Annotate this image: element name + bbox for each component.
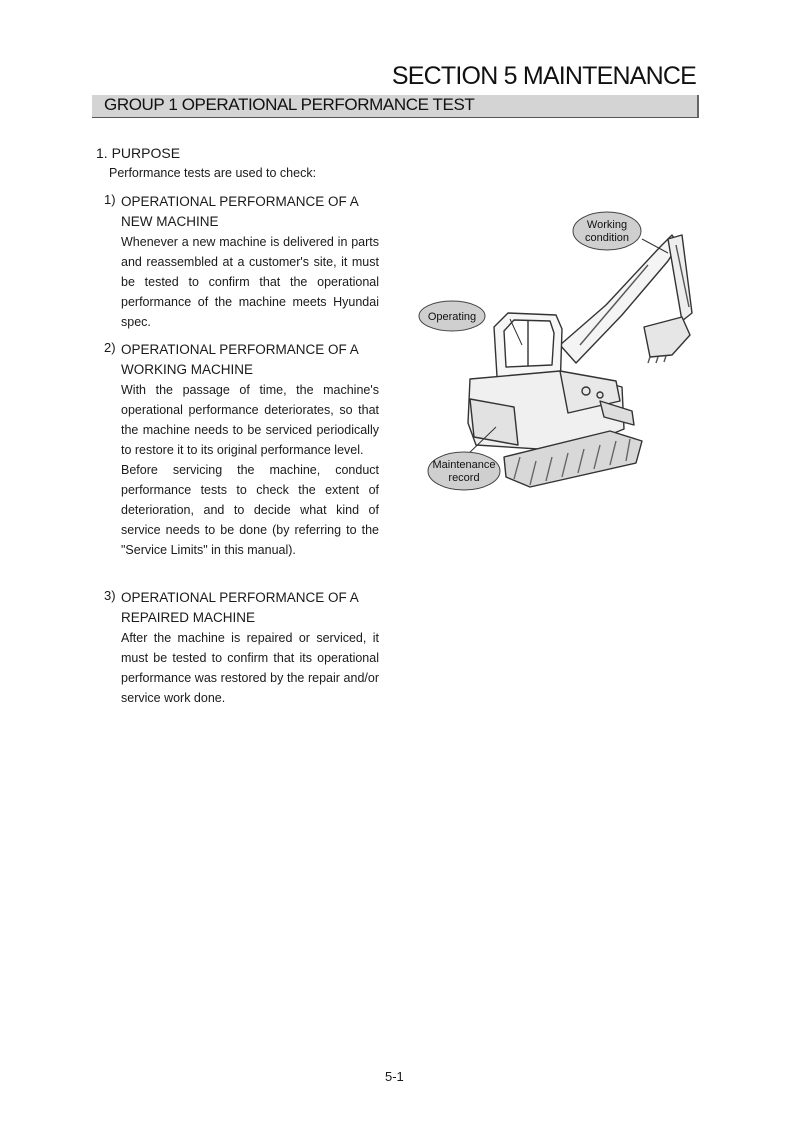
- arm: [668, 235, 692, 321]
- callout-working-text-1: Working: [586, 219, 628, 231]
- item-heading: OPERATIONAL PERFORMANCE OF A WORKING MACHINE: [121, 342, 359, 377]
- item-new-machine: [104, 192, 379, 332]
- bucket: [644, 317, 690, 357]
- purpose-intro: Performance tests are used to check:: [109, 166, 317, 180]
- cab-window: [504, 320, 554, 367]
- item-paragraph: With the passage of time, the machine's operational performance deteriorates, so that the machine needs to be serviced periodically to restore it to its original performance level.: [121, 383, 379, 457]
- purpose-heading: 1. PURPOSE: [96, 145, 181, 161]
- boom-cylinder: [580, 265, 648, 345]
- callout-working-text-2: condition: [584, 232, 630, 244]
- excavator-illustration: [410, 195, 700, 505]
- group-header-bar: [92, 95, 699, 118]
- callout-maintenance-text-1: Maintenance: [432, 459, 496, 471]
- group-title: GROUP 1 OPERATIONAL PERFORMANCE TEST: [104, 95, 475, 114]
- item-working-machine: [104, 340, 379, 560]
- item-paragraph: Before servicing the machine, conduct performance tests to check the extent of deterioration, and to decide what kind of service needs to be done (by referring to the "Service Limits" in this manual).: [121, 463, 379, 557]
- item-number: 1): [104, 192, 116, 207]
- page-number: 5-1: [385, 1069, 404, 1084]
- callout-working-condition: [573, 212, 641, 250]
- item-body: [121, 232, 379, 332]
- excavator-drawing: [468, 235, 692, 487]
- item-paragraph: Whenever a new machine is delivered in parts and reassembled at a customer's site, it must be tested to confirm that the operational performance of the machine meets Hyundai spec.: [121, 235, 379, 329]
- counterweight: [470, 399, 518, 445]
- item-body: [121, 380, 379, 560]
- callout-maintenance-record: [428, 452, 500, 490]
- callout-operating-text: Operating: [427, 311, 477, 323]
- item-number: 2): [104, 340, 116, 355]
- item-body: [121, 628, 379, 708]
- callout-maintenance-text-2: record: [448, 472, 480, 484]
- item-number: 3): [104, 588, 116, 603]
- item-heading: OPERATIONAL PERFORMANCE OF A NEW MACHINE: [121, 194, 359, 229]
- section-title: SECTION 5 MAINTENANCE: [391, 62, 696, 90]
- item-paragraph: After the machine is repaired or serviced, it must be tested to confirm that its operational performance was restored by the repair and/or service work done.: [121, 631, 379, 705]
- item-repaired-machine: [104, 588, 379, 708]
- item-heading: OPERATIONAL PERFORMANCE OF A REPAIRED MACHINE: [121, 590, 359, 625]
- excavator-figure: [410, 195, 700, 505]
